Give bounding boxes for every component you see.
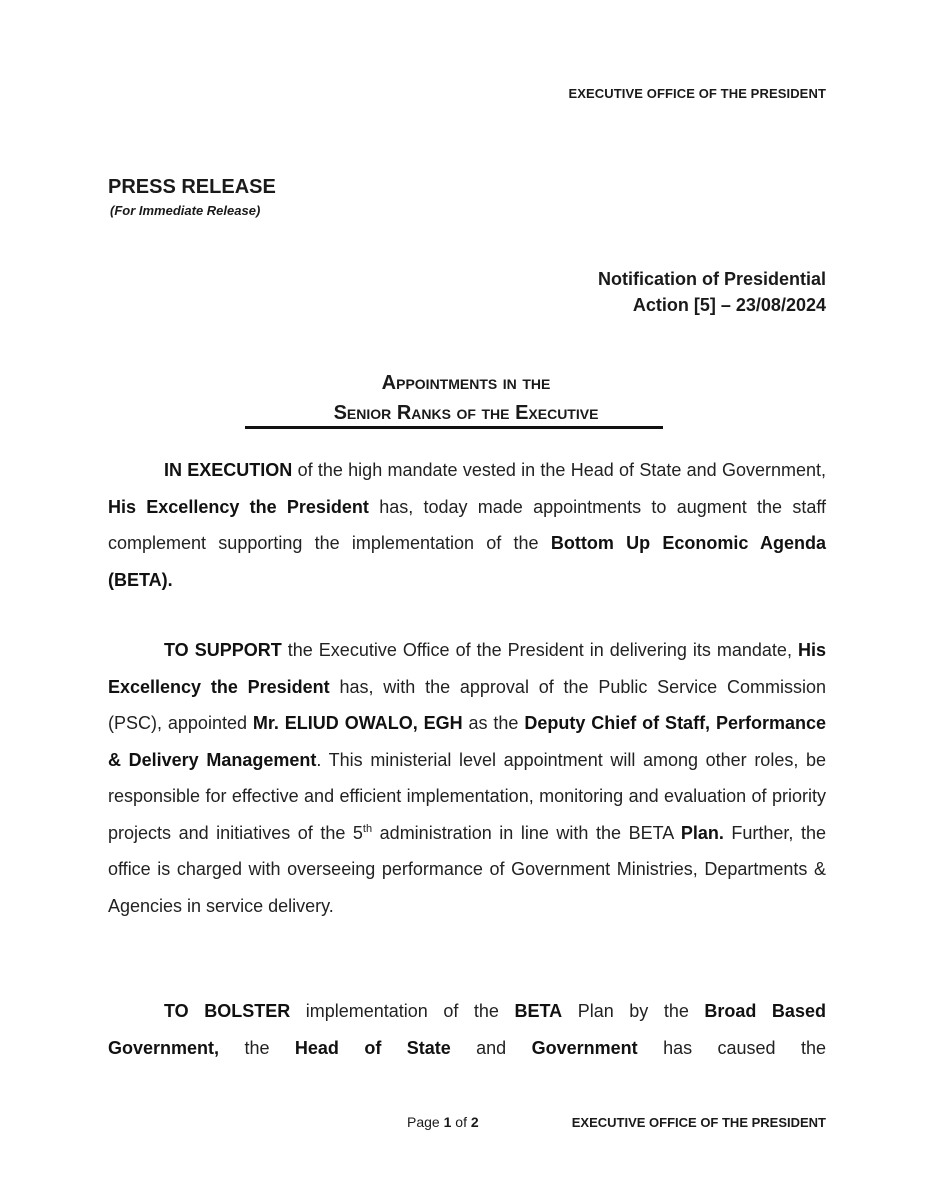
document-heading	[240, 368, 692, 428]
paragraph-to-bolster: TO BOLSTER implementation of the BETA Plan by the Broad Based Government, the Head of State and Government has caused the	[108, 1001, 826, 1058]
heading-underline	[245, 426, 663, 429]
page-number: Page 1 of 2	[407, 1114, 479, 1130]
header-office: EXECUTIVE OFFICE OF THE PRESIDENT	[568, 86, 826, 101]
notification-line-1: Notification of Presidential	[597, 269, 826, 289]
paragraph-to-support: TO SUPPORT the Executive Office of the President in delivering its mandate, His Excellency the President has, with the approval of the Public Service Commission (PSC), appointed Mr. ELIUD OWALO, EGH as the Deputy Chief of Staff, Performance & Delivery Management. This ministerial level appointment will among other roles, be responsible for effective and efficient implementation, monitoring and evaluation of priority projects and initiatives of the 5th administration in line with the BETA Plan. Further, the office is charged with overseeing performance of Government Ministries, Departments & Agencies in service delivery.	[108, 640, 827, 916]
notification-line-2: Action [5] – 23/08/2024	[632, 295, 826, 315]
press-release-title: PRESS RELEASE	[108, 176, 276, 198]
heading-line-1: Appointments in the	[381, 372, 551, 394]
heading-line-2: Senior Ranks of the Executive	[333, 402, 599, 424]
paragraph-in-execution: IN EXECUTION of the high mandate vested in the Head of State and Government, His Excellency the President has, today made appointments to augment the staff complement supporting the implementation of the Bottom Up Economic Agenda (BETA).	[108, 460, 827, 590]
notification-block	[598, 266, 826, 318]
footer-office: EXECUTIVE OFFICE OF THE PRESIDENT	[571, 1115, 826, 1130]
press-release-subtitle: (For Immediate Release)	[110, 203, 261, 218]
